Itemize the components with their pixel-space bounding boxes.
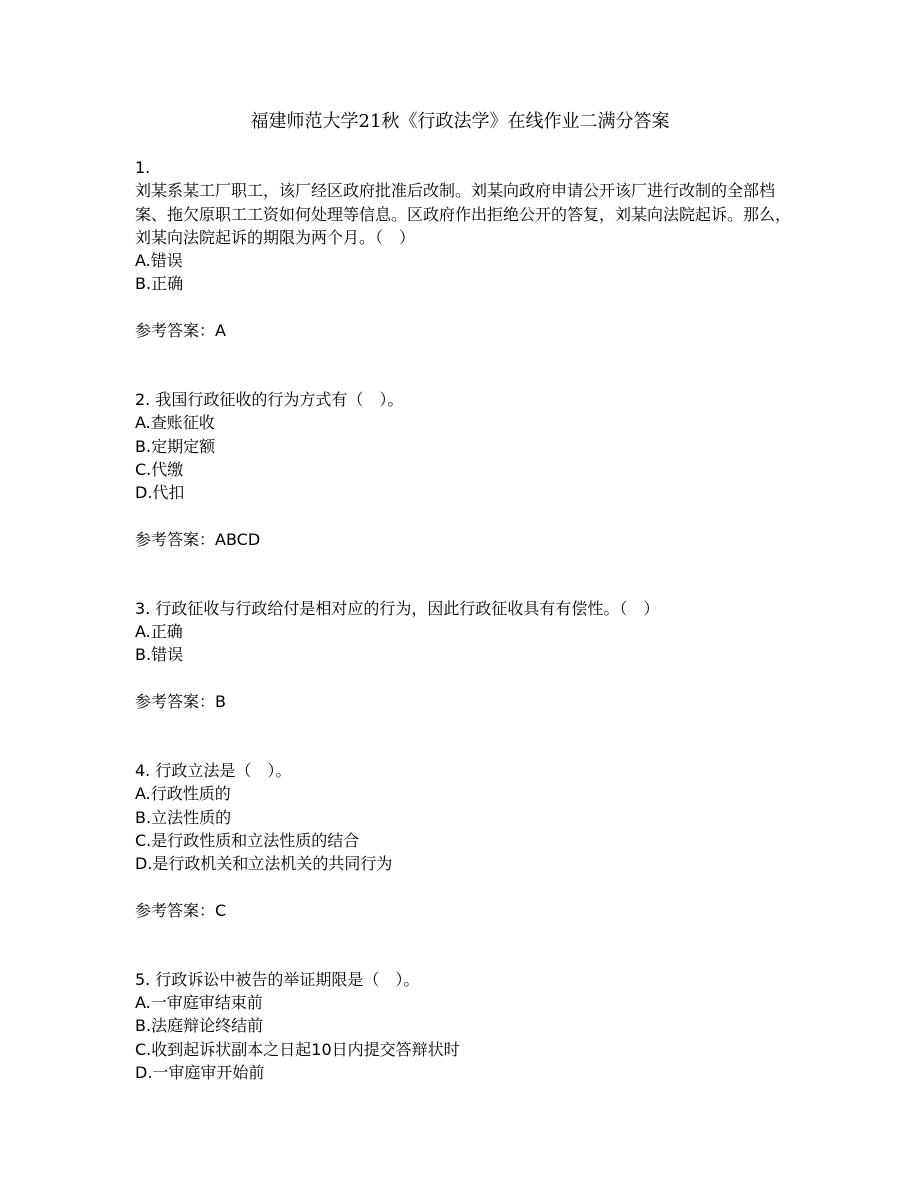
question-number: 2. — [135, 390, 151, 410]
answer-label: 参考答案： — [135, 320, 216, 340]
option-d: D.一审庭审开始前 — [135, 1063, 265, 1083]
answer-row — [135, 319, 795, 342]
option-d: D.代扣 — [135, 483, 185, 503]
question-number: 3. — [135, 598, 151, 618]
question-2 — [135, 388, 795, 551]
option-c: C.收到起诉状副本之日起10日内提交答辩状时 — [135, 1039, 460, 1059]
option-a: A.一审庭审结束前 — [135, 993, 263, 1013]
answer-label: 参考答案： — [135, 691, 216, 711]
question-number: 5. — [135, 969, 151, 989]
question-stem: 我国行政征收的行为方式有（ ）。 — [155, 390, 404, 410]
page-title: 福建师范大学21秋《行政法学》在线作业二满分答案 — [250, 111, 670, 132]
answer-row — [135, 899, 795, 922]
question-5 — [135, 968, 795, 1084]
option-a: A.行政性质的 — [135, 784, 231, 804]
option-b: B.错误 — [135, 645, 184, 665]
question-list — [135, 156, 795, 1084]
answer-row — [135, 528, 795, 551]
option-d: D.是行政机关和立法机关的共同行为 — [135, 854, 393, 874]
question-stem: 行政诉讼中被告的举证期限是（ ）。 — [155, 969, 420, 989]
question-number: 1. — [135, 158, 151, 177]
question-stem: 行政征收与行政给付是相对应的行为，因此行政征收具有有偿性。（ ） — [155, 598, 660, 618]
question-4 — [135, 759, 795, 922]
option-b: B.定期定额 — [135, 436, 216, 456]
answer-value: B — [215, 691, 226, 711]
question-1 — [135, 156, 795, 342]
option-c: C.代缴 — [135, 459, 184, 479]
question-number: 4. — [135, 761, 151, 781]
question-3 — [135, 597, 795, 713]
answer-value: C — [215, 900, 227, 920]
option-a: A.查账征收 — [135, 413, 215, 433]
question-stem: 行政立法是（ ）。 — [155, 761, 292, 781]
answer-label: 参考答案： — [135, 900, 216, 920]
option-b: B.正确 — [135, 274, 184, 294]
option-a: A.错误 — [135, 251, 183, 271]
option-a: A.正确 — [135, 622, 183, 642]
answer-label: 参考答案： — [135, 529, 216, 549]
option-b: B.立法性质的 — [135, 807, 232, 827]
answer-value: A — [215, 320, 226, 340]
answer-value: ABCD — [215, 529, 261, 549]
option-b: B.法庭辩论终结前 — [135, 1016, 264, 1036]
question-stem: 刘某系某工厂职工，该厂经区政府批准后改制。刘某向政府申请公开该厂进行改制的全部档案、拖欠原职工工资如何处理等信息。区政府作出拒绝公开的答复，刘某向法院起诉。那么，刘某向法院起诉的期限为两个月。（ ） — [135, 181, 792, 247]
option-c: C.是行政性质和立法性质的结合 — [135, 830, 360, 850]
answer-row — [135, 690, 795, 713]
